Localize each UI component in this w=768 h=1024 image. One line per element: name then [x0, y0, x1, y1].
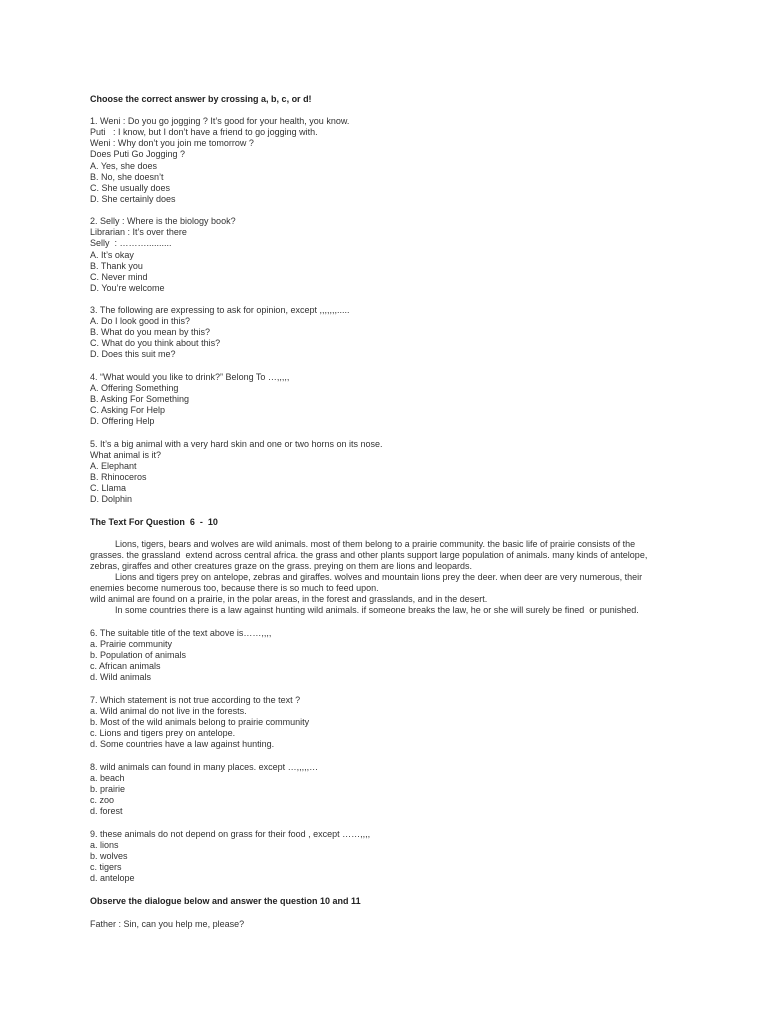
instruction-heading: Choose the correct answer by crossing a, b, c, or d! — [90, 94, 312, 104]
passage-line: zebras, giraffes and other creatures graze on the grass. preying on them are lions and leopards. — [90, 561, 473, 571]
answer-option: C. What do you think about this? — [90, 338, 221, 348]
question-line: 4. “What would you like to drink?” Belong To …,,,,, — [90, 372, 290, 382]
answer-option: C. She usually does — [90, 183, 171, 193]
question-line: 7. Which statement is not true according to the text ? — [90, 695, 301, 705]
question-line: Selly : ……….......... — [90, 238, 172, 248]
passage-line: Lions and tigers prey on antelope, zebras and giraffes. wolves and mountain lions prey the deer. when deer are very numerous, their — [90, 572, 643, 582]
answer-option: A. Offering Something — [90, 383, 179, 393]
question-line: 9. these animals do not depend on grass for their food , except ……,,,, — [90, 829, 371, 839]
answer-option: C. Llama — [90, 483, 127, 493]
answer-option: d. forest — [90, 806, 123, 816]
answer-option: C. Never mind — [90, 272, 148, 282]
answer-option: B. Asking For Something — [90, 394, 190, 404]
answer-option: c. African animals — [90, 661, 161, 671]
answer-option: d. Wild animals — [90, 672, 152, 682]
question-line: 5. It’s a big animal with a very hard skin and one or two horns on its nose. — [90, 439, 383, 449]
question-line: Puti : I know, but I don’t have a friend to go jogging with. — [90, 127, 318, 137]
answer-option: a. Wild animal do not live in the forests. — [90, 706, 247, 716]
question-line: What animal is it? — [90, 450, 162, 460]
answer-option: B. What do you mean by this? — [90, 327, 211, 337]
answer-option: a. beach — [90, 773, 125, 783]
answer-option: B. Thank you — [90, 261, 143, 271]
answer-option: b. Population of animals — [90, 650, 187, 660]
question-line: 3. The following are expressing to ask for opinion, except ,,,,,,,..... — [90, 305, 350, 315]
passage-line: In some countries there is a law against hunting wild animals. if someone breaks the law, he or she will surely be fined or punished. — [90, 605, 639, 615]
question-line: 2. Selly : Where is the biology book? — [90, 216, 236, 226]
answer-option: D. She certainly does — [90, 194, 176, 204]
text-heading: The Text For Question 6 - 10 — [90, 517, 218, 527]
answer-option: B. No, she doesn’t — [90, 172, 164, 182]
answer-option: c. zoo — [90, 795, 115, 805]
answer-option: a. Prairie community — [90, 639, 173, 649]
answer-option: B. Rhinoceros — [90, 472, 147, 482]
answer-option: d. Some countries have a law against hunting. — [90, 739, 275, 749]
question-line: Does Puti Go Jogging ? — [90, 149, 186, 159]
passage-line: grasses. the grassland extend across central africa. the grass and other plants support large population of animals. many kinds of antelope, — [90, 550, 648, 560]
answer-option: C. Asking For Help — [90, 405, 166, 415]
answer-option: D. You’re welcome — [90, 283, 165, 293]
answer-option: A. It’s okay — [90, 250, 134, 260]
answer-option: b. wolves — [90, 851, 128, 861]
answer-option: D. Does this suit me? — [90, 349, 176, 359]
answer-option: c. tigers — [90, 862, 122, 872]
answer-option: b. Most of the wild animals belong to prairie community — [90, 717, 310, 727]
answer-option: b. prairie — [90, 784, 126, 794]
answer-option: c. Lions and tigers prey on antelope. — [90, 728, 236, 738]
passage-line: wild animal are found on a prairie, in the polar areas, in the forest and grasslands, and in the desert. — [90, 594, 488, 604]
question-line: Weni : Why don’t you join me tomorrow ? — [90, 138, 254, 148]
answer-option: A. Yes, she does — [90, 161, 158, 171]
answer-option: a. lions — [90, 840, 119, 850]
observe-heading: Observe the dialogue below and answer the question 10 and 11 — [90, 896, 361, 906]
answer-option: D. Offering Help — [90, 416, 155, 426]
answer-option: d. antelope — [90, 873, 135, 883]
answer-option: D. Dolphin — [90, 494, 133, 504]
answer-option: A. Do I look good in this? — [90, 316, 191, 326]
question-line: Librarian : It’s over there — [90, 227, 187, 237]
answer-option: A. Elephant — [90, 461, 137, 471]
dialogue-line: Father : Sin, can you help me, please? — [90, 919, 245, 929]
question-line: 6. The suitable title of the text above is……,,,, — [90, 628, 272, 638]
question-line: 8. wild animals can found in many places. except …,,,,,… — [90, 762, 319, 772]
passage-line: enemies become numerous too, because there is so much to feed upon. — [90, 583, 379, 593]
question-line: 1. Weni : Do you go jogging ? It’s good for your health, you know. — [90, 116, 350, 126]
passage-line: Lions, tigers, bears and wolves are wild animals. most of them belong to a prairie community. the basic life of prairie consists of the — [90, 539, 636, 549]
